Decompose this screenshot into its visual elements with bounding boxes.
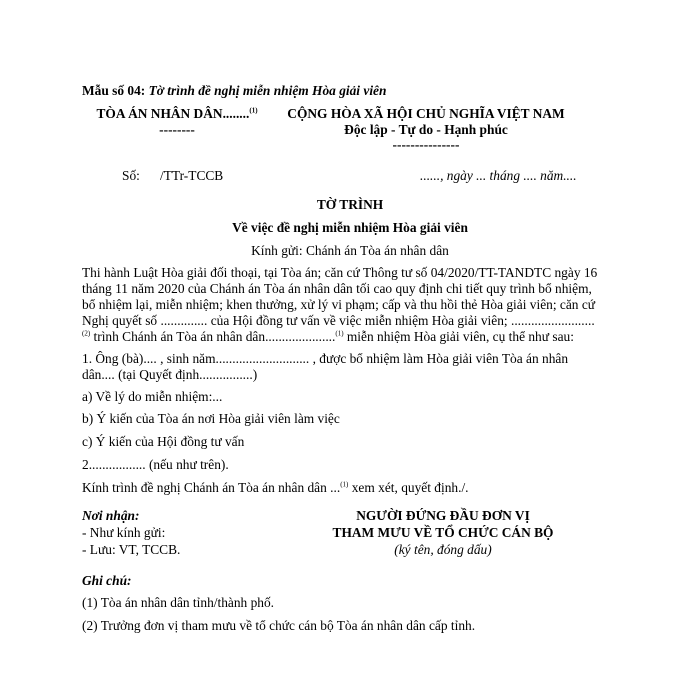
form-label <box>82 83 386 99</box>
intro-line-4: Nghị quyết số .............. của Hội đồng tư vấn về việc miễn nhiệm Hòa giải viên; ......................... <box>82 313 595 328</box>
closing-line: Kính trình đề nghị Chánh án Tòa án nhân dân ...$^{(1)}$ xem xét, quyết định./. <box>82 480 469 495</box>
court-name: TÒA ÁN NHÂN DÂN........$^{(1)}$ <box>96 106 258 121</box>
item-a: a) Về lý do miễn nhiệm:... <box>82 389 223 404</box>
intro-line-5: $^{(2)}$ trình Chánh án Tòa án nhân dân.....................$^{(1)}$ miễn nhiệm Hòa giải viên, cụ thể như sau: <box>82 329 574 344</box>
motto-dash: --------------- <box>392 137 460 152</box>
doc-number-label: Số: <box>122 168 140 183</box>
motto: Độc lập - Tự do - Hạnh phúc <box>344 122 508 137</box>
item-2: 2................. (nếu như trên). <box>82 457 229 472</box>
doc-recipient: Kính gửi: Chánh án Tòa án nhân dân <box>251 243 449 258</box>
signature-title-2: THAM MƯU VỀ TỔ CHỨC CÁN BỘ <box>332 525 554 540</box>
note-2: (2) Trưởng đơn vị tham mưu về tổ chức cán bộ Tòa án nhân dân cấp tỉnh. <box>82 618 476 633</box>
signature-title-1: NGƯỜI ĐỨNG ĐẦU ĐƠN VỊ <box>356 508 530 523</box>
doc-number-code: /TTr-TCCB <box>160 168 224 183</box>
signature-instruction: (ký tên, đóng dấu) <box>394 542 492 557</box>
court-dash: -------- <box>159 122 195 137</box>
form-number: Mẫu số 04: <box>82 83 146 98</box>
intro-line-2: tháng 11 năm 2020 của Chánh án Tòa án nhân dân tối cao quy định chi tiết quy trình bổ nhiệm, <box>82 281 592 296</box>
nation-title: CỘNG HÒA XÃ HỘI CHỦ NGHĨA VIỆT NAM <box>287 106 565 121</box>
item-b: b) Ý kiến của Tòa án nơi Hòa giải viên làm việc <box>82 411 340 426</box>
doc-subject: Về việc đề nghị miễn nhiệm Hòa giải viên <box>232 220 468 235</box>
recipients-label: Nơi nhận: <box>82 508 140 523</box>
item-1-line-2: dân.... (tại Quyết định................) <box>82 367 258 382</box>
recipient-line-1: - Như kính gửi: <box>82 525 166 540</box>
form-title: Tờ trình đề nghị miễn nhiệm Hòa giải viên <box>148 83 387 98</box>
item-1-line-1: 1. Ông (bà).... , sinh năm............................ , được bổ nhiệm làm Hòa giải viên Tòa án nhân <box>82 351 569 366</box>
item-c: c) Ý kiến của Hội đồng tư vấn <box>82 434 245 449</box>
intro-line-3: bổ nhiệm lại, miễn nhiệm; khen thưởng, xử lý vi phạm; cấp và thu hồi thẻ Hòa giải viên; căn cứ <box>82 297 596 312</box>
doc-title: TỜ TRÌNH <box>316 197 384 212</box>
recipient-line-2: - Lưu: VT, TCCB. <box>82 542 181 557</box>
notes-label: Ghi chú: <box>82 573 132 588</box>
intro-line-1: Thi hành Luật Hòa giải đối thoại, tại Tòa án; căn cứ Thông tư số 04/2020/TT-TANDTC ngày 16 <box>82 265 598 280</box>
doc-date: ......, ngày ... tháng .... năm.... <box>420 168 577 183</box>
note-1: (1) Tòa án nhân dân tỉnh/thành phố. <box>82 595 275 610</box>
